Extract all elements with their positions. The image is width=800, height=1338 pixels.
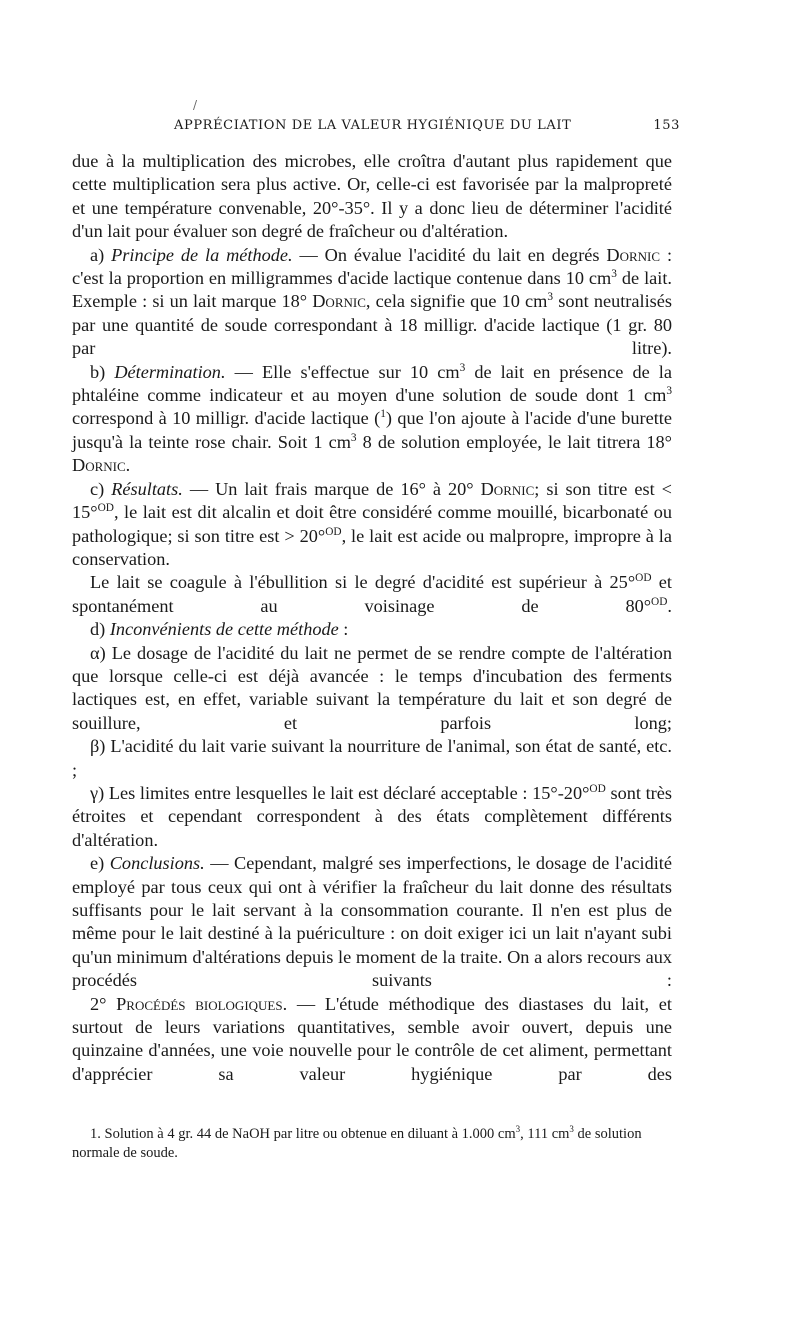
paragraph-coagulation: Le lait se coagule à l'ébullition si le degré d'acidité est supérieur à 25°$^{OD}$ et spontanément au voisinage de 80°$^{OD}$. [72,572,672,616]
paragraph-a: a) Principe de la méthode. — On évalue l'acidité du lait en degrés Dornic : c'est la proportion en milligrammes d'acide lactique contenue dans 10 $cm^3$ de lait. Exemple : si un lait marque 18° Dornic, cela signifie que 10 $cm^3$ sont neutralisés par une quantité de soude correspondant à 18 milligr. d'acide lactique (1 gr. 80 par litre). [72,244,673,359]
paragraph-b: b) Détermination. — Elle s'effectue sur 10 $cm^3$ de lait en présence de la phtaléine comme indicateur et au moyen d'une solution de soude dont 1 $cm^3$ correspond à 10 milligr. d'acide lactique ($^1$) que l'on ajoute à l'acide d'une burette jusqu'à la teinte rose chair. Soit 1 $cm^3$ 8 de solution employée, le lait titrera 18° Dornic. [72,361,673,476]
footnote: 1. Solution à 4 gr. 44 de NaOH par litre ou obtenue en diluant à 1.000 $cm^3$, 111 $cm^3$ de solution normale de soude. [72,1124,642,1161]
paragraph-section-2: 2° Procédés biologiques. — L'étude méthodique des diastases du lait, et surtout de leurs variations quantitatives, semble avoir ouvert, depuis une quinzaine d'années, une voie nouvelle pour le contrôle de cet aliment, permettant d'apprécier sa valeur hygiénique par des [72,993,672,1084]
paragraph-gamma: γ) Les limites entre lesquelles le lait est déclaré acceptable : 15°-20°$^{OD}$ sont très étroites et cependant correspondent à des états complètement différents d'altération. [72,782,672,850]
heading-principe: Principe de la méthode. [111,244,293,265]
paragraph-d-heading: d) Inconvénients de cette méthode : [90,619,349,640]
heading-conclusions: Conclusions. [109,853,205,874]
heading-procedes-biologiques: Procédés biologiques. [116,993,288,1014]
footnote-ref: 1 [380,408,386,421]
paragraph-alpha: α) Le dosage de l'acidité du lait ne permet de se rendre compte de l'altération que lorsque celle-ci est déjà avancée : le temps d'incubation des ferments lactiques est, en effet, variable suivant la température du lait et son degré de souillure, et parfois long; [72,642,672,733]
heading-inconvenients: Inconvénients de cette méthode [109,619,339,640]
paragraph-c: c) Résultats. — Un lait frais marque de 16° à 20° Dornic; si son titre est < 15°$^{OD}$, le lait est dit alcalin et doit être considéré comme mouillé, bicarbonaté ou pathologique; si son titre est > 20°$^{OD}$, le lait est acide ou malpropre, impropre à la conservation. [72,478,672,569]
heading-resultats: Résultats. [111,478,183,499]
page-number: 153 [653,118,680,133]
page-body [72,150,672,1086]
paragraph-e: e) Conclusions. — Cependant, malgré ses imperfections, le dosage de l'acidité employé par tous ceux qui ont à vérifier la fraîcheur du lait donne des résultats suffisants pour le lait servant à la consommation courante. Il n'en est plus de même pour le lait destiné à la puériculture : on doit exiger ici un lait n'ayant subi qu'un minimum d'altérations depuis le moment de la traite. On a alors recours aux procédés suivants : [72,853,672,991]
paragraph-beta: β) L'acidité du lait varie suivant la nourriture de l'animal, son état de santé, etc. ; [72,736,672,780]
stray-mark: / [193,98,198,112]
intro-paragraph: due à la multiplication des microbes, elle croîtra d'autant plus rapidement que cette multiplication sera plus active. Or, celle-ci est favorisée par la malpropreté et une température convenable, 20°-35°. Il y a donc lieu de déterminer l'acidité d'un lait pour évaluer son degré de fraîcheur ou d'altération. [72,151,672,242]
heading-determination: Détermination. [114,361,226,382]
running-title: APPRÉCIATION DE LA VALEUR HYGIÉNIQUE DU LAIT [174,118,572,133]
